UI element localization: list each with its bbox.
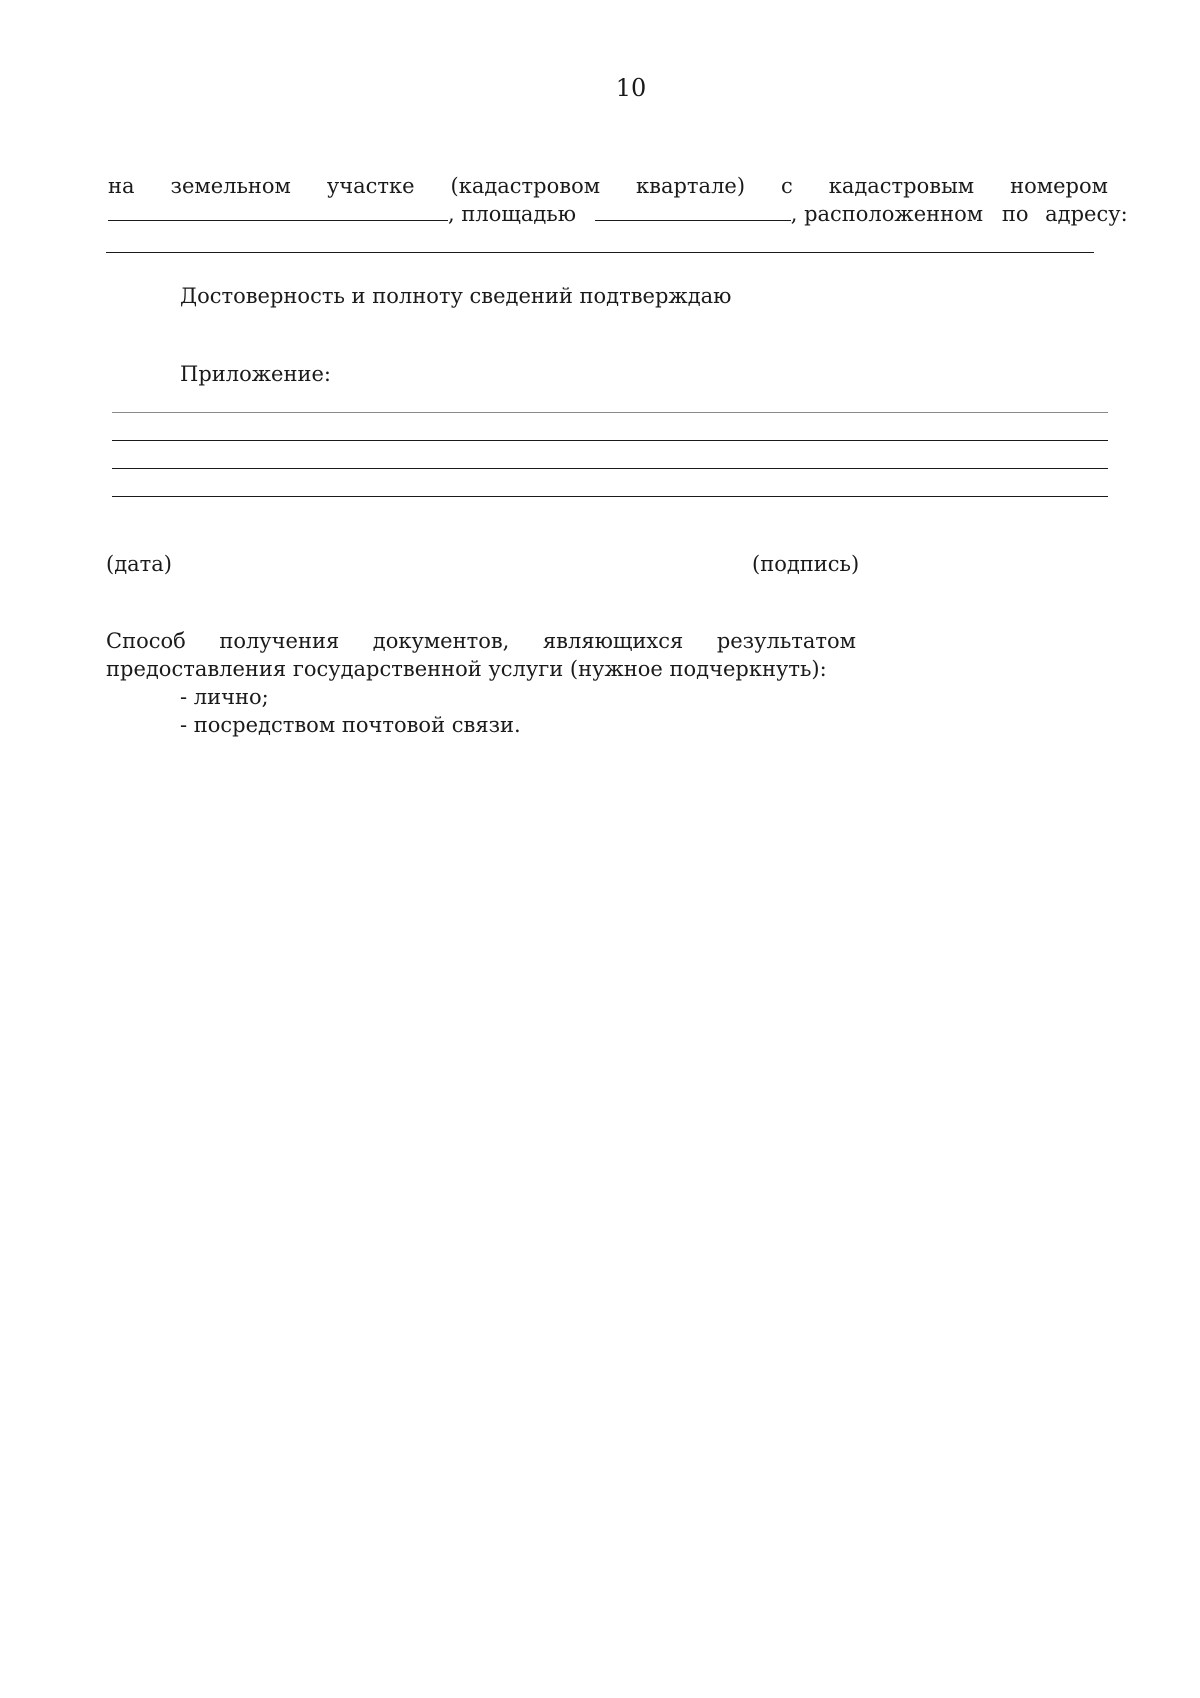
word: участке: [326, 174, 415, 198]
attachment-label: Приложение:: [180, 362, 331, 386]
attachment-line[interactable]: [112, 468, 1108, 469]
word: документов,: [372, 629, 510, 653]
word: номером: [1010, 174, 1108, 198]
attachment-line[interactable]: [112, 440, 1108, 441]
address-label: , расположенном: [790, 202, 984, 226]
word: на: [108, 174, 135, 198]
delivery-option-post[interactable]: - посредством почтовой связи.: [180, 713, 521, 737]
word: результатом: [716, 629, 856, 653]
area-label: , площадью: [448, 202, 577, 226]
delivery-option-in-person[interactable]: - лично;: [180, 685, 269, 709]
attachment-line[interactable]: [112, 496, 1108, 497]
word: по: [1001, 202, 1029, 226]
word: квартале): [636, 174, 746, 198]
word: кадастровым: [828, 174, 975, 198]
sentence-line-1: [108, 172, 1108, 200]
delivery-line-1: [106, 627, 856, 655]
date-label: (дата): [106, 552, 172, 576]
signature-label: (подпись): [752, 552, 860, 576]
word: получения: [219, 629, 340, 653]
address-blank-line[interactable]: [106, 252, 1094, 253]
sentence-line-2: [108, 200, 1128, 228]
delivery-line-2: предоставления государственной услуги (нужное подчеркнуть):: [106, 657, 827, 681]
confirmation-text: Достоверность и полноту сведений подтверждаю: [180, 284, 732, 308]
word: являющихся: [542, 629, 684, 653]
page-number: 10: [615, 74, 647, 102]
cadastral-number-blank[interactable]: [108, 200, 448, 221]
word: (кадастровом: [450, 174, 601, 198]
word: адресу:: [1045, 202, 1128, 226]
area-blank[interactable]: [595, 200, 791, 221]
word: земельном: [170, 174, 291, 198]
word: Способ: [106, 629, 186, 653]
word: с: [780, 174, 793, 198]
attachment-line[interactable]: [112, 412, 1108, 413]
